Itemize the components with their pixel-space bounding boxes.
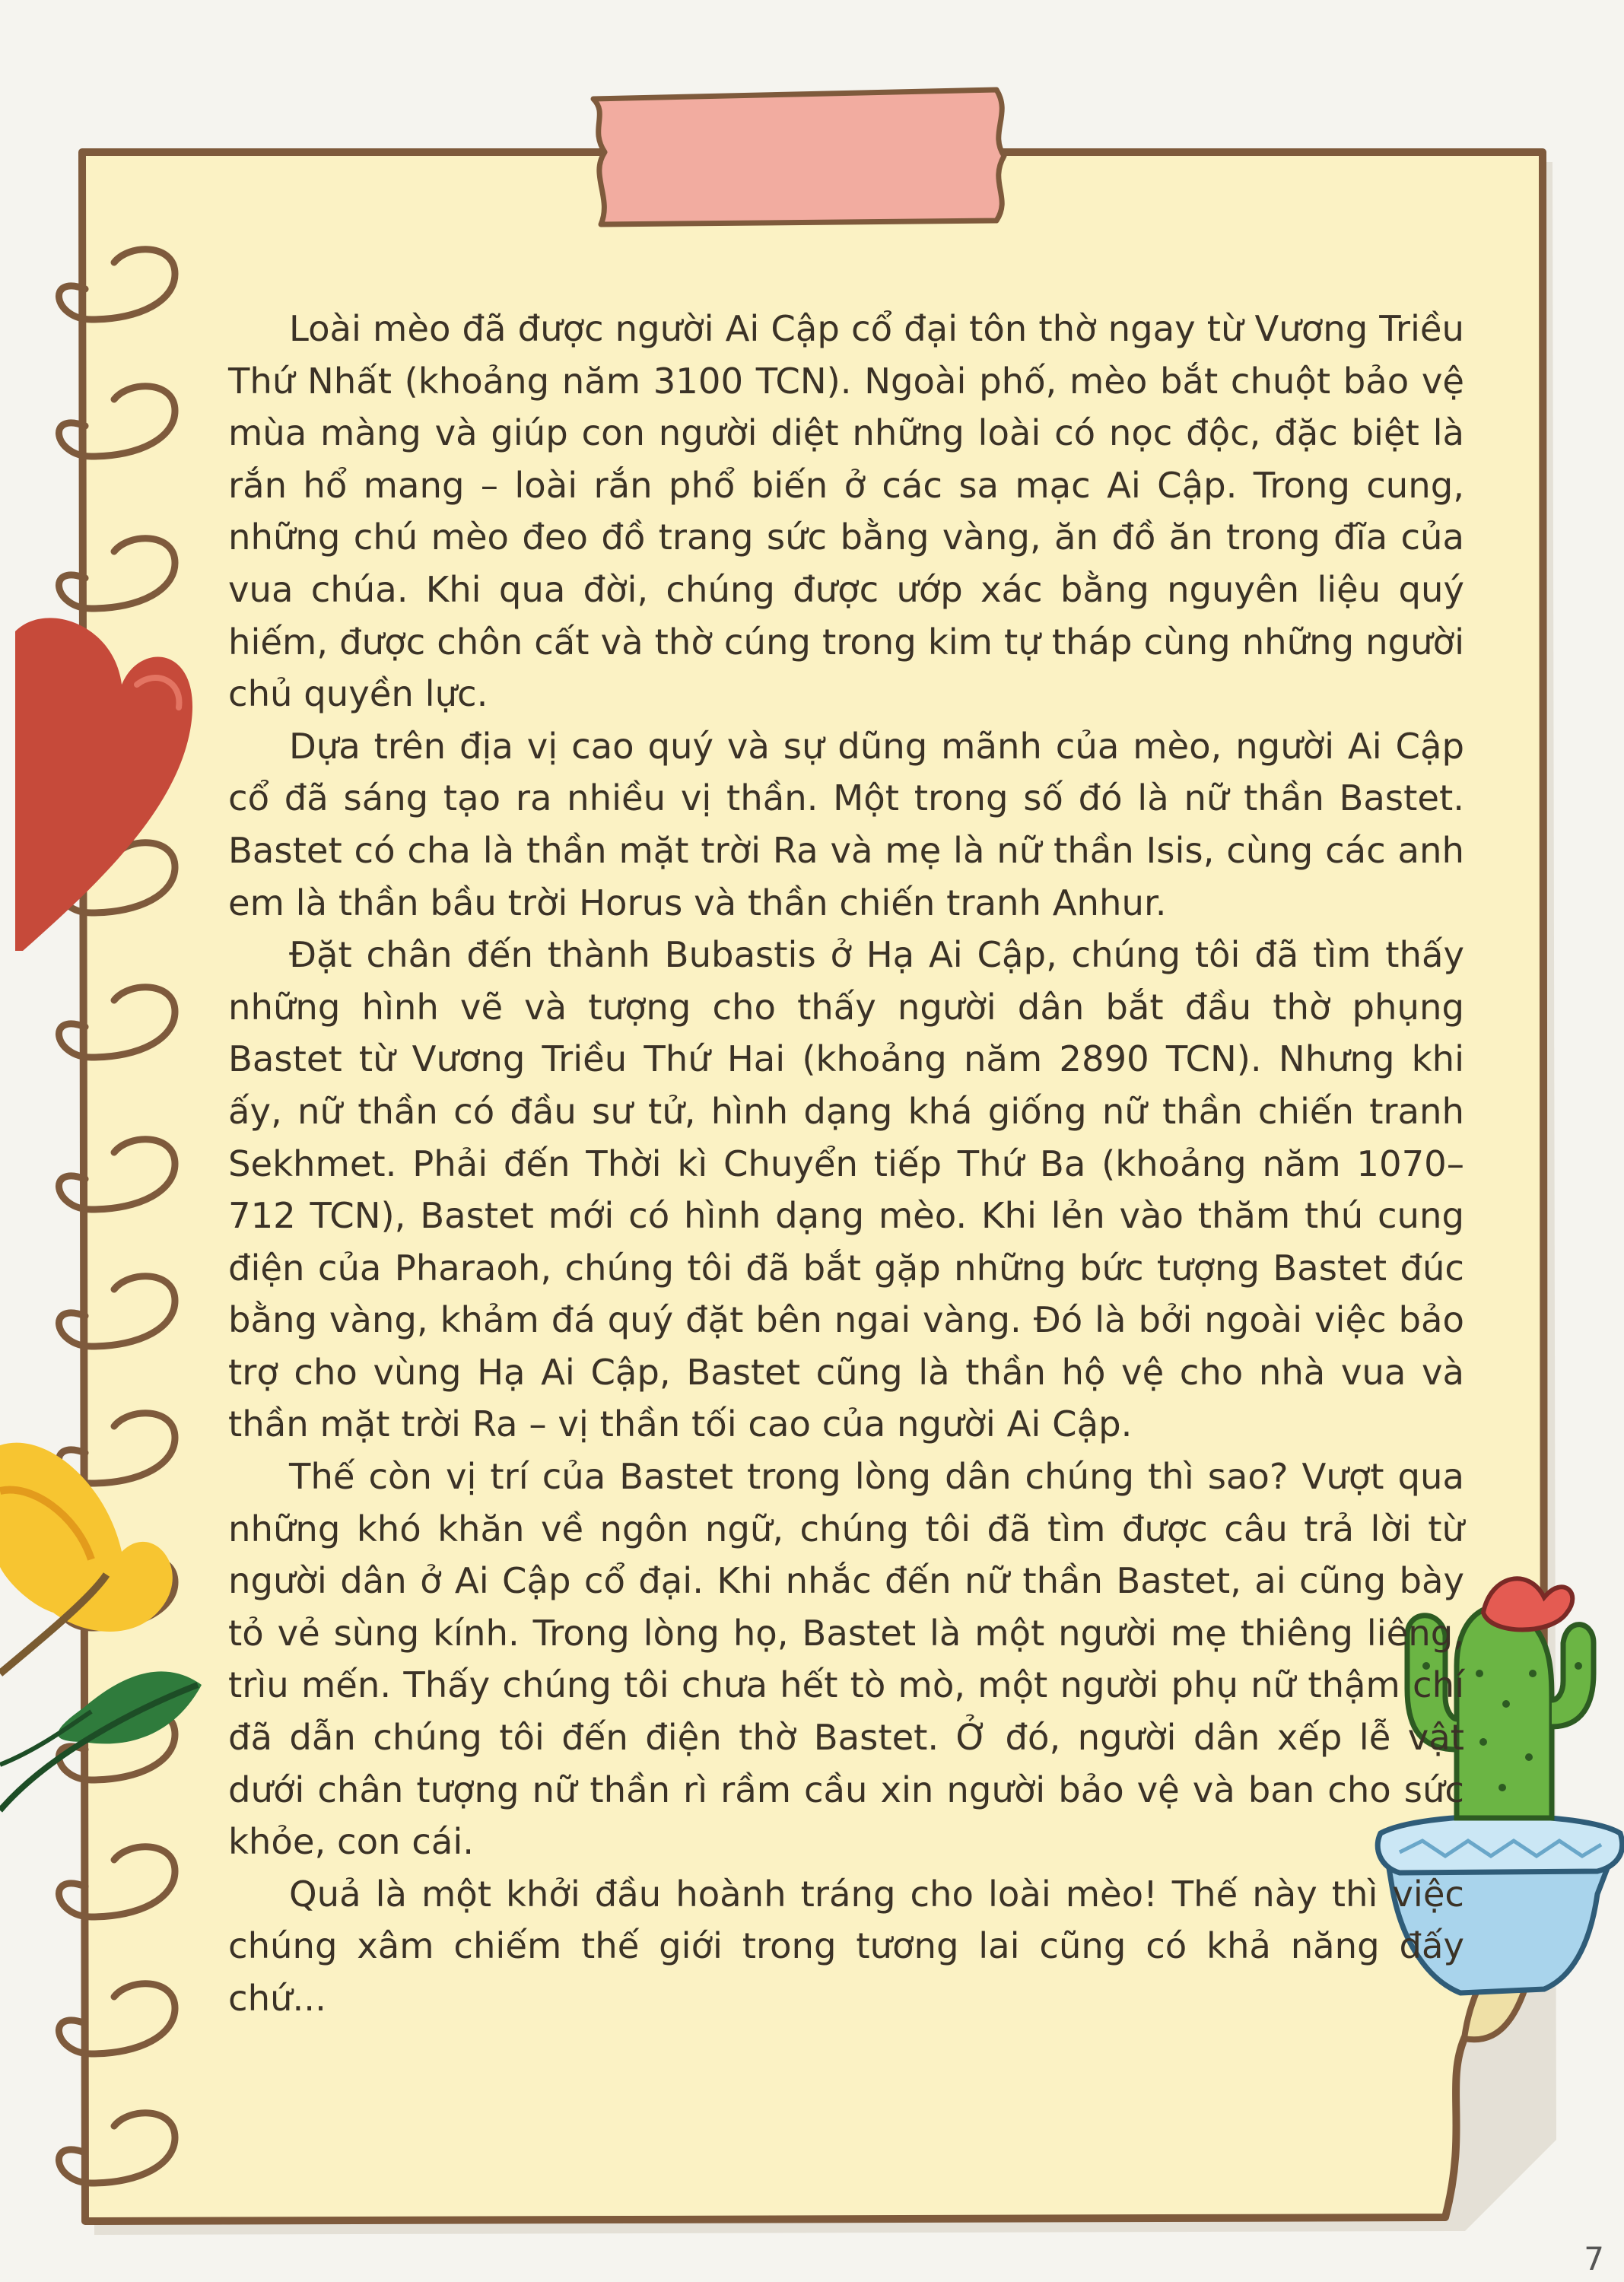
paragraph: Quả là một khởi đầu hoành tráng cho loài mèo! Thế này thì việc chúng xâm chiếm thế giới trong tương lai cũng có khả năng đấy chứ... xyxy=(228,1873,1464,2019)
paragraph: Loài mèo đã được người Ai Cập cổ đại tôn thờ ngay từ Vương Triều Thứ Nhất (khoảng năm 3100 TCN). Ngoài phố, mèo bắt chuột bảo vệ mùa màng và giúp con người diệt những loài có nọc độc, đặc biệt là rắn hổ mang – loài rắn phổ biến ở các sa mạc Ai Cập. Trong cung, những chú mèo đeo đồ trang sức bằng vàng, ăn đồ ăn trong đĩa của vua chúa. Khi qua đời, chúng được ướp xác bằng nguyên liệu quý hiếm, được chôn cất và thờ cúng trong kim tự tháp cùng những người chủ quyền lực. xyxy=(228,308,1464,715)
paragraph: Thế còn vị trí của Bastet trong lòng dân chúng thì sao? Vượt qua những khó khăn về ngôn ngữ, chúng tôi đã tìm được câu trả lời từ người dân ở Ai Cập cổ đại. Khi nhắc đến nữ thần Bastet, ai cũng bày tỏ vẻ sùng kính. Trong lòng họ, Bastet là một người mẹ thiêng liêng, trìu mến. Thấy chúng tôi chưa hết tò mò, một người phụ nữ thậm chí đã dẫn chúng tôi đến điện thờ Bastet. Ở đó, người dân xếp lễ vật dưới chân tượng nữ thần rì rầm cầu xin người bảo vệ và ban cho sức khỏe, con cái. xyxy=(228,1456,1464,1863)
paragraph: Đặt chân đến thành Bubastis ở Hạ Ai Cập, chúng tôi đã tìm thấy những hình vẽ và tượng cho thấy người dân bắt đầu thờ phụng Bastet từ Vương Triều Thứ Hai (khoảng năm 2890 TCN). Nhưng khi ấy, nữ thần có đầu sư tử, hình dạng khá giống nữ thần chiến tranh Sekhmet. Phải đến Thời kì Chuyển tiếp Thứ Ba (khoảng năm 1070–712 TCN), Bastet mới có hình dạng mèo. Khi lẻn vào thăm thú cung điện của Pharaoh, chúng tôi đã bắt gặp những bức tượng Bastet đúc bằng vàng, khảm đá quý đặt bên ngai vàng. Đó là bởi ngoài việc bảo trợ cho vùng Hạ Ai Cập, Bastet cũng là thần hộ vệ cho nhà vua và thần mặt trời Ra – vị thần tối cao của người Ai Cập. xyxy=(228,934,1464,1445)
article-body xyxy=(228,303,1464,2025)
page-number: 7 xyxy=(1584,2240,1604,2277)
paragraph: Dựa trên địa vị cao quý và sự dũng mãnh của mèo, người Ai Cập cổ đã sáng tạo ra nhiều vị thần. Một trong số đó là nữ thần Bastet. Bastet có cha là thần mặt trời Ra và mẹ là nữ thần Isis, cùng các anh em là thần bầu trời Horus và thần chiến tranh Anhur. xyxy=(228,725,1464,923)
tape xyxy=(593,90,1004,224)
